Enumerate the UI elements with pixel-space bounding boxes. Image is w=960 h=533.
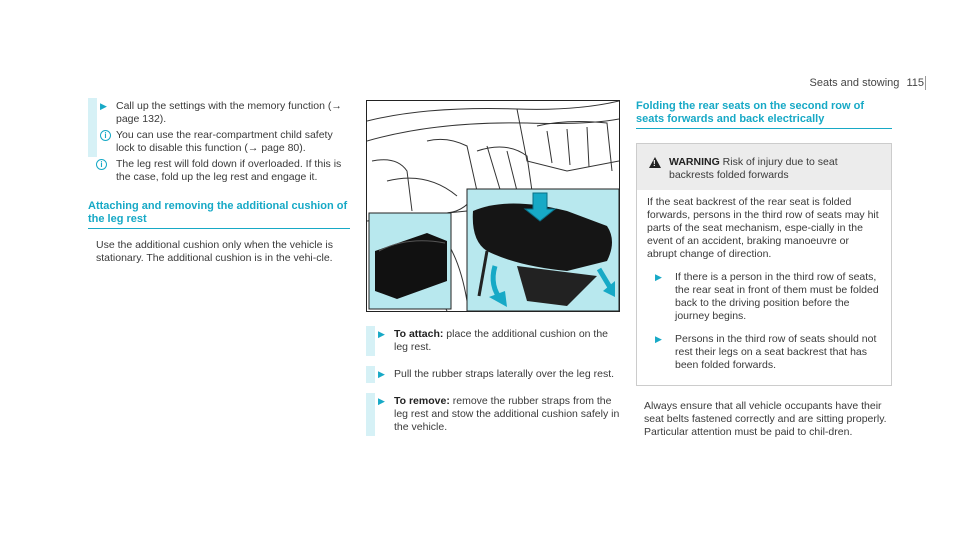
info-circle-icon: i [100, 130, 111, 141]
note-text: The leg rest will fold down if overloaded. If this is the case, fold up the leg rest and engage it. [116, 158, 342, 183]
note-item [88, 129, 350, 155]
triangle-right-icon: ▶ [100, 101, 107, 111]
leg-rest-cushion-illustration [366, 100, 620, 312]
section-heading: Folding the rear seats on the second row of seats forwards and back electrically [636, 100, 892, 129]
warning-box [636, 143, 892, 386]
step-text: Pull the rubber straps laterally over the leg rest. [394, 368, 615, 380]
step-item [366, 368, 620, 381]
step-text: Persons in the third row of seats should not rest their legs on a seat backrest that has been folded forwards. [675, 333, 877, 371]
column-left [88, 100, 350, 265]
warning-text: If the seat backrest of the rear seat is folded forwards, persons in the third row of seats may hit parts of the seat mechanism, espe-cially in the event of an accident, braking manoeuvre or abrupt change of direction. [647, 196, 879, 260]
triangle-right-icon: ▶ [378, 369, 385, 379]
body-paragraph: Always ensure that all vehicle occupants have their seat belts fastened correctly and are sitting properly. Particular attention must be paid to chil-dren. [644, 400, 887, 438]
note-item [88, 158, 350, 184]
triangle-right-icon: ▶ [655, 334, 662, 344]
step-item [366, 395, 620, 434]
step-item [366, 328, 620, 354]
step-text: If there is a person in the third row of seats, the rear seat in front of them must be folded back to the driving position before the journey begins. [675, 271, 879, 322]
header-divider [925, 76, 926, 90]
note-text: You can use the rear-compartment child safety lock to disable this function (→ page 80). [116, 129, 333, 154]
step-label: To attach: [394, 328, 444, 340]
step-text: place the additional cushion on the leg rest. [394, 328, 609, 353]
triangle-right-icon: ▶ [378, 396, 385, 406]
step-text: Call up the settings with the memory function (→ page 132). [116, 100, 342, 125]
step-label: To remove: [394, 395, 450, 407]
section-title: Seats and stowing [809, 77, 900, 89]
step-item [647, 333, 881, 372]
warning-header [637, 144, 891, 190]
triangle-right-icon: ▶ [655, 272, 662, 282]
warning-body [637, 190, 891, 385]
step-item [647, 271, 881, 323]
section-heading: Attaching and removing the additional cushion of the leg rest [88, 200, 350, 229]
info-circle-icon: i [96, 159, 107, 170]
warning-title: WARNING [669, 156, 720, 168]
page-header [810, 77, 925, 90]
column-right [636, 100, 892, 439]
warning-triangle-icon: ! [649, 157, 661, 168]
step-item [88, 100, 350, 126]
page-number: 115 [906, 77, 924, 89]
warning-subtitle: Risk of injury due to seat backrests folded forwards [669, 156, 838, 181]
column-middle [366, 100, 620, 437]
triangle-right-icon: ▶ [378, 329, 385, 339]
step-text: remove the rubber straps from the leg rest and stow the additional cushion safely in the vehicle. [394, 395, 620, 433]
body-paragraph: Use the additional cushion only when the vehicle is stationary. The additional cushion is in the vehi-cle. [96, 239, 333, 264]
